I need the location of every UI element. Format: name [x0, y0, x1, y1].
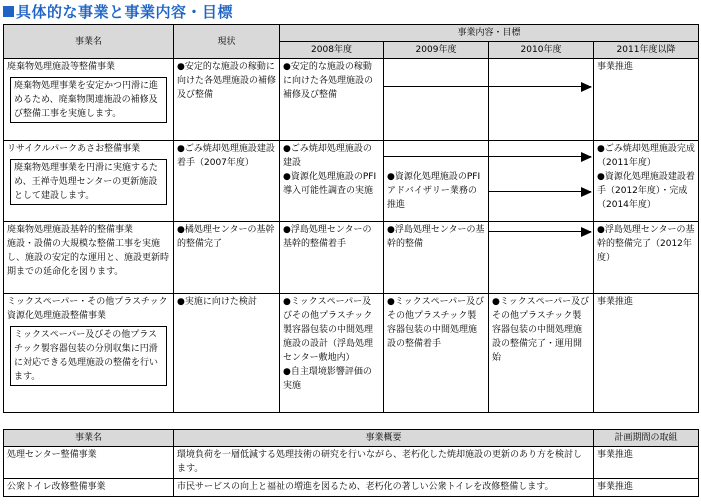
current-cell [174, 141, 280, 222]
cell-2010 [489, 59, 594, 141]
project-name: ミックスペーパー・その他プラスチック資源化処理施設整備事業 [7, 297, 168, 321]
list-item: ●資源化処理施設建設着手（2012年度）・完成（2014年度） [597, 172, 695, 210]
cell-2009 [384, 222, 489, 294]
list-item: ●安定的な施設の稼動に向けた各処理施設の補修及び整備 [177, 62, 277, 100]
list-item: 事業推進 [597, 62, 634, 72]
header-plan: 計画期間の取組 [594, 430, 699, 447]
current-cell [174, 59, 280, 141]
list-item: ●浮島処理センターの基幹的整備 [387, 225, 485, 249]
header-2011: 2011年度以降 [594, 42, 699, 59]
cell-2010 [489, 294, 594, 413]
current-cell [174, 294, 280, 413]
progress-arrow-row2a [384, 156, 591, 157]
project-cell [4, 294, 174, 413]
cell-2008 [280, 59, 384, 141]
list-item: 事業推進 [597, 297, 634, 307]
table-row [4, 479, 699, 497]
table-row [4, 222, 699, 294]
projects-table [3, 24, 699, 413]
progress-arrow-row2b [488, 191, 591, 192]
other-projects-table [3, 429, 699, 497]
page-title-text: 具体的な事業と事業内容・目標 [16, 2, 234, 21]
cell-2011 [594, 59, 699, 141]
title-square-icon [3, 6, 14, 17]
cell-2008 [280, 141, 384, 222]
project-description: ミックスペーパー及びその他プラスチック製容器包装の分別収集に円滑に対応できる処理施設の整備を行います。 [10, 326, 167, 386]
project-name: リサイクルパークあさお整備事業 [7, 144, 141, 154]
project-cell [4, 59, 174, 141]
progress-arrow-row3 [488, 231, 591, 232]
cell-2009 [384, 141, 489, 222]
project-name: 廃棄物処理施設等整備事業 [7, 62, 116, 72]
header-2009: 2009年度 [384, 42, 489, 59]
header-project-name: 事業名 [4, 25, 174, 59]
project-name: 公衆トイレ改修整備事業 [4, 479, 174, 497]
project-plan: 事業推進 [594, 479, 699, 497]
list-item: ●安定的な施設の稼動に向けた各処理施設の補修及び整備 [283, 62, 374, 100]
list-item: ●ミックスペーパー及びその他プラスチック製容器包装の中間処理施設の整備着手 [387, 297, 485, 349]
header-content-goals: 事業内容・目標 [280, 25, 699, 42]
cell-2011 [594, 294, 699, 413]
project-overview: 市民サービスの向上と福祉の増進を図るため、老朽化の著しい公衆トイレを改修整備します。 [174, 479, 594, 497]
cell-2011 [594, 222, 699, 294]
list-item: ●ごみ焼却処理施設の建設 [283, 144, 372, 168]
table-row [4, 141, 699, 222]
cell-2010 [489, 141, 594, 222]
cell-2009 [384, 59, 489, 141]
project-name: 廃棄物処理施設基幹的整備事業 [7, 225, 134, 235]
list-item: ●ごみ焼却処理施設建設着手（2007年度） [177, 144, 275, 168]
page-title [3, 2, 233, 20]
project-plan: 事業推進 [594, 447, 699, 479]
list-item: ●ミックスペーパー及びその他プラスチック製容器包装の中間処理施設の設計（浮島処理センター敷地内） [283, 297, 374, 363]
header-overview: 事業概要 [174, 430, 594, 447]
project-description: 廃棄物処理事業を円滑に実施するため、王禅寺処理センターの更新施設として建設します。 [10, 159, 167, 205]
list-item: ●ミックスペーパー及びその他プラスチック製容器包装の中間処理施設の整備完了・運用開始 [492, 297, 590, 363]
table-row [4, 59, 699, 141]
cell-2011 [594, 141, 699, 222]
list-item: ●浮島処理センターの基幹的整備着手 [283, 225, 372, 249]
header-project-name: 事業名 [4, 430, 174, 447]
list-item: ●自主環境影響評価の実施 [283, 367, 372, 391]
project-cell [4, 141, 174, 222]
list-item: ●実施に向けた検討 [177, 297, 257, 307]
list-item: ●資源化処理施設のPFIアドバイザリー業務の推進 [387, 172, 481, 210]
progress-arrow-row1 [384, 86, 591, 87]
cell-2008 [280, 222, 384, 294]
cell-2009 [384, 294, 489, 413]
project-name: 処理センター整備事業 [4, 447, 174, 479]
list-item: ●ごみ焼却処理施設完成（2011年度） [597, 144, 695, 168]
cell-2008 [280, 294, 384, 413]
project-description: 施設・設備の大規模な整備工事を実施し、施設の安定的な運用と、施設更新時期までの延命化を図ります。 [7, 239, 170, 277]
project-description: 廃棄物処理事業を安定かつ円滑に進めるため、廃棄物関連施設の補修及び整備工事を実施します。 [10, 77, 167, 123]
list-item: ●浮島処理センターの基幹的整備完了（2012年度） [597, 225, 695, 263]
cell-2010 [489, 222, 594, 294]
project-overview: 環境負荷を一層低減する処理技術の研究を行いながら、老朽化した焼却施設の更新のあり方を検討します。 [174, 447, 594, 479]
list-item: ●資源化処理施設のPFI導入可能性調査の実施 [283, 172, 377, 196]
header-2010: 2010年度 [489, 42, 594, 59]
table-row [4, 447, 699, 479]
current-cell [174, 222, 280, 294]
project-cell [4, 222, 174, 294]
header-2008: 2008年度 [280, 42, 384, 59]
list-item: ●橘処理センターの基幹的整備完了 [177, 225, 275, 249]
header-current: 現状 [174, 25, 280, 59]
table-row [4, 294, 699, 413]
